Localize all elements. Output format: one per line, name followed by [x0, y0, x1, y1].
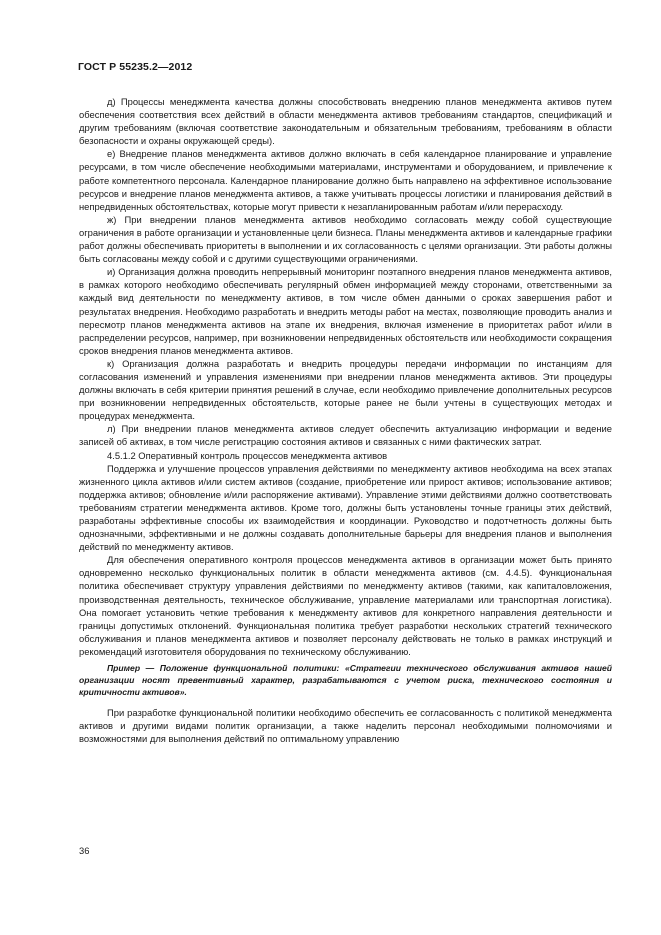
- paragraph-support: Поддержка и улучшение процессов управления действиями по менеджменту активов необходима на всех этапах жизненного цикла активов и/или систем активов (создание, приобретение или прирост активов; использование активов; поддержка активов; обновление и/или распоряжение активами). Управление этими действиями должно соответствовать требованиям стратегии менеджмента активов. Кроме того, должны быть установлены точные границы этих действий, разработаны эффективные способы их взаимодействия и координации. Руководство и подотчетность должны быть однозначными, эффективными и не должны создавать дополнительные барьеры для внедрения планов и выполнения действий по менеджменту активов.: [79, 462, 612, 553]
- paragraph-l: л) При внедрении планов менеджмента активов следует обеспечить актуализацию информации и ведение записей об активах, в том числе регистрацию состояния активов и связанных с ними фактических затрат.: [79, 423, 612, 448]
- paragraph-functional-policy: Для обеспечения оперативного контроля процессов менеджмента активов в организации может быть принято одновременно несколько функциональных политик в области менеджмента активов (см. 4.4.5). Функциональная политика обеспечивает структуру управления действиями по менеджменту активов (такими, как капиталовложения, производственная деятельность, техническое обслуживание, управление материалами или транспортная логистика). Она помогает установить четкие требования к менеджменту активов для конкретного направления деятельности и границы допустимых отклонений. Функциональная политика требует разработки нескольких стратегий технического обслуживания и планов менеджмента активов и позволяет персоналу действовать не только в рамках инструкций и рекомендаций изготовителя оборудования по техническому обслуживанию.: [79, 554, 612, 657]
- section-heading: 4.5.1.2 Оперативный контроль процессов менеджмента активов: [107, 449, 388, 461]
- page-content: [79, 95, 612, 745]
- page-number: 36: [79, 845, 90, 856]
- paragraph-zh: ж) При внедрении планов менеджмента активов необходимо согласовать между собой существующие ограничения в работе организации и установленные цели бизнеса. Планы менеджмента активов и календарные графики работ должны обеспечивать приоритеты в выполнении и их согласованность с целями организации. Эти работы должны быть согласованы между собой и с другими существующими ограничениями.: [79, 213, 612, 265]
- paragraph-d: д) Процессы менеджмента качества должны способствовать внедрению планов менеджмента активов путем обеспечения соответствия всех действий в области менеджмента активов требованиям стандартов, спецификаций и другим требованиям (включая соответствие законодательным и обязательным требованиям, требованиям в области безопасности и охраны окружающей среды).: [79, 96, 612, 147]
- paragraph-k: к) Организация должна разработать и внедрить процедуры передачи информации по инстанциям для согласования изменений и управления изменениями при внедрении планов менеджмента активов. Эти процедуры должны включать в себя критерии принятия решений в случае, если необходимо привлечение дополнительных ресурсов при возникновении непредвиденных обстоятельств, которые ранее не были учтены в существующих методах и процедурах менеджмента.: [79, 357, 612, 422]
- example-body: «Стратегии технического обслуживания активов нашей организации носят превентивный характер, разрабатываются с учетом риска, технического состояния и критичности активов».: [79, 663, 612, 698]
- example-lead: Пример — Положение функциональной политики:: [107, 663, 340, 674]
- example-note: [79, 662, 612, 698]
- document-header: ГОСТ Р 55235.2—2012: [78, 61, 193, 73]
- paragraph-i: и) Организация должна проводить непрерывный мониторинг поэтапного внедрения планов менеджмента активов, в рамках которого необходимо обеспечивать регулярный обмен информацией между сторонами, ответственными за каждый вид деятельности по менеджменту активов, в том числе обмен данными о сроках завершения работ и результатах внедрения. Необходимо разработать и внедрить методы работ на местах, позволяющие проводить анализ и пересмотр планов менеджмента активов на этапе их внедрения, включая изменение в приоритетах работ и/или в распределении ресурсов, например, при возникновении непредвиденных обстоятельств или необходимости сокращения сроков внедрения планов менеджмента активов.: [79, 266, 612, 356]
- paragraph-e: е) Внедрение планов менеджмента активов должно включать в себя календарное планирование и управление ресурсами, в том числе обеспечение необходимыми материалами, инструментами и оборудованием, и привлечение к работе компетентного персонала. Календарное планирование должно быть направлено на эффективное использование ресурсов и внедрение планов менеджмента активов, а также учитывать процессы логистики и планирования действий в непредвиденных обстоятельствах, которые могут привести к незапланированным работам и/или перерасходу.: [79, 148, 612, 212]
- paragraph-last: При разработке функциональной политики необходимо обеспечить ее согласованность с политикой менеджмента активов и другими видами политик организации, а также наделить персонал необходимыми полномочиями и возможностями для выполнения действий по оптимальному управлению: [79, 707, 612, 745]
